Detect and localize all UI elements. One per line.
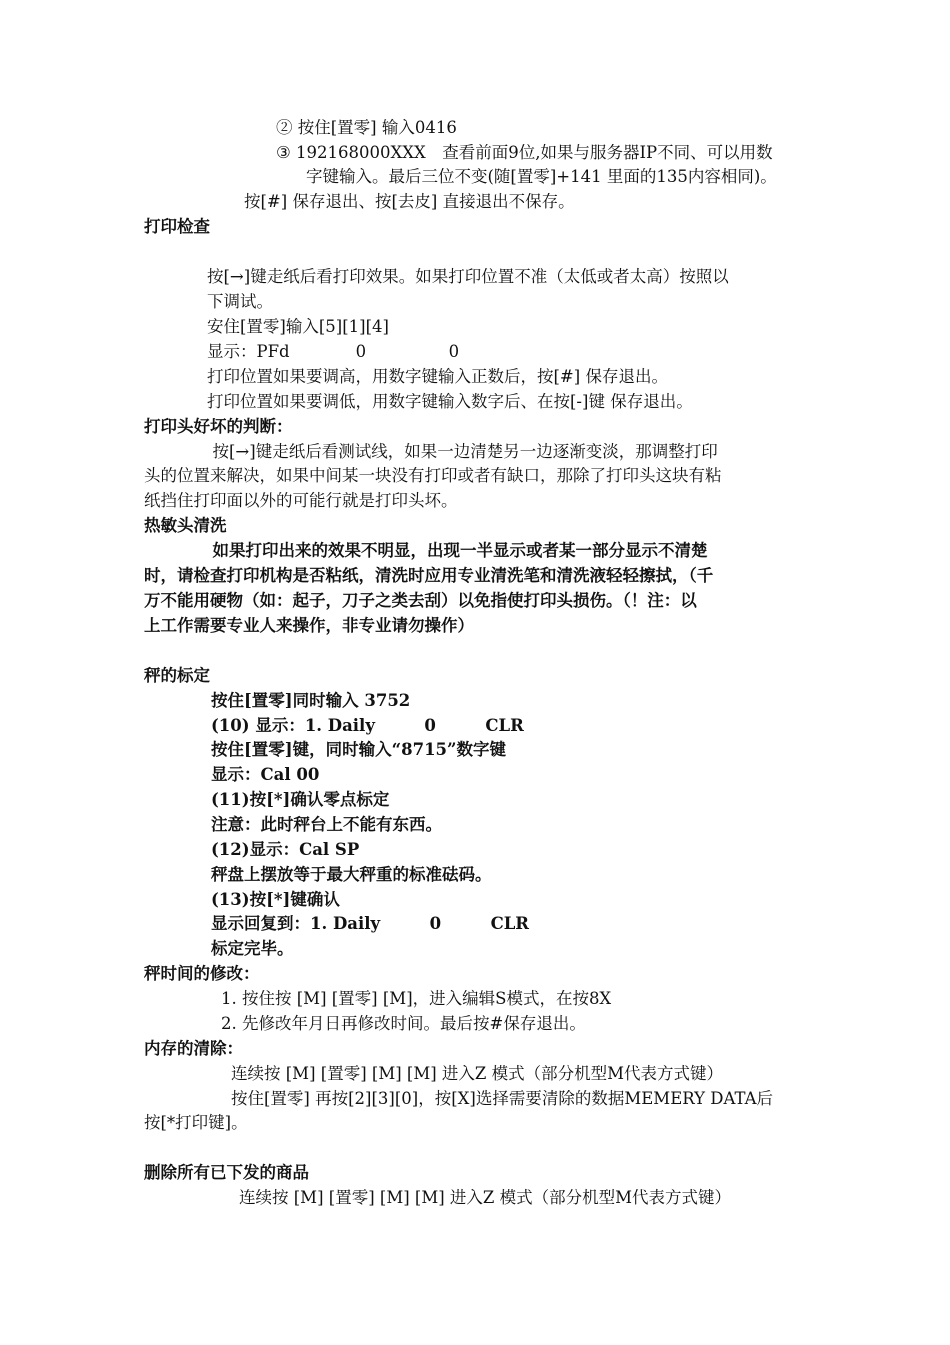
print-check-line: 打印位置如果要调低，用数字键输入数字后、在按[-]键 保存退出。 [207,392,693,411]
print-check-line: 打印位置如果要调高，用数字键输入正数后，按[#] 保存退出。 [207,367,668,386]
print-check-line: 按[→]键走纸后看打印效果。如果打印位置不准（太低或者太高）按照以 [207,267,729,286]
save-exit-text: 按[#] 保存退出、按[去皮] 直接退出不保存。 [244,192,575,211]
section-heading-delete-products: 删除所有已下发的商品 [144,1163,309,1182]
calibration-line: (13)按[*]键确认 [211,890,340,909]
calibration-line: 显示回复到：1. Daily 0 CLR [211,914,530,933]
thermal-clean-line: 上工作需要专业人来操作，非专业请勿操作） [144,616,474,635]
time-edit-item: 2. 先修改年月日再修改时间。最后按#保存退出。 [221,1014,586,1033]
calibration-line: 按住[置零]同时输入 3752 [211,691,411,710]
head-judge-line: 纸挡住打印面以外的可能行就是打印头坏。 [144,491,458,510]
thermal-clean-line: 时，请检查打印机构是否粘纸，清洗时应用专业清洗笔和清洗液轻轻擦拭，（千 [144,566,714,585]
calibration-line: 按住[置零]键，同时输入“8715”数字键 [211,740,507,759]
calibration-line: (12)显示：Cal SP [211,840,360,859]
calibration-line: (10) 显示：1. Daily 0 CLR [211,716,524,735]
section-heading-thermal-clean: 热敏头清洗 [144,516,227,535]
head-judge-line: 头的位置来解决，如果中间某一块没有打印或者有缺口，那除了打印头这块有粘 [144,466,722,485]
section-heading-print-check: 打印检查 [144,217,210,236]
section-heading-memory-clear: 内存的清除： [144,1039,243,1058]
calibration-line: 注意：此时秤台上不能有东西。 [211,815,442,834]
section-heading-calibration: 秤的标定 [144,666,210,685]
step-3-text-line-1: ③ 192168000XXX 查看前面9位,如果与服务器IP不同、可以用数 [276,143,773,162]
calibration-line: (11)按[*]确认零点标定 [211,790,390,809]
section-heading-head-judge: 打印头好坏的判断： [144,417,293,436]
memory-clear-line: 按住[置零] 再按[2][3][0]，按[X]选择需要清除的数据MEMERY DATA后 [231,1089,774,1108]
section-heading-time-edit: 秤时间的修改： [144,964,260,983]
step-2-text: ② 按住[置零] 输入0416 [276,118,457,137]
print-check-line: 显示：PFd 0 0 [207,342,460,361]
print-check-line: 安住[置零]输入[5][1][4] [207,317,389,336]
memory-clear-line: 连续按 [M] [置零] [M] [M] 进入Z 模式（部分机型M代表方式键） [231,1064,724,1083]
thermal-clean-line: 如果打印出来的效果不明显，出现一半显示或者某一部分显示不清楚 [196,541,708,560]
head-judge-line: 按[→]键走纸后看测试线，如果一边清楚另一边逐渐变淡，那调整打印 [196,442,718,461]
step-3-text-line-2: 字键输入。最后三位不变(随[置零]+141 里面的135内容相同)。 [306,167,777,186]
thermal-clean-line: 万不能用硬物（如：起子，刀子之类去刮）以免指使打印头损伤。（！注：以 [144,591,697,610]
delete-products-line: 连续按 [M] [置零] [M] [M] 进入Z 模式（部分机型M代表方式键） [239,1188,732,1207]
calibration-line: 秤盘上摆放等于最大秤重的标准砝码。 [211,865,492,884]
calibration-line: 显示：Cal 00 [211,765,320,784]
time-edit-item: 1. 按住按 [M] [置零] [M]，进入编辑S模式，在按8X [221,989,612,1008]
memory-clear-line: 按[*打印键]。 [144,1113,248,1132]
calibration-line: 标定完毕。 [211,939,294,958]
print-check-line: 下调试。 [207,292,273,311]
